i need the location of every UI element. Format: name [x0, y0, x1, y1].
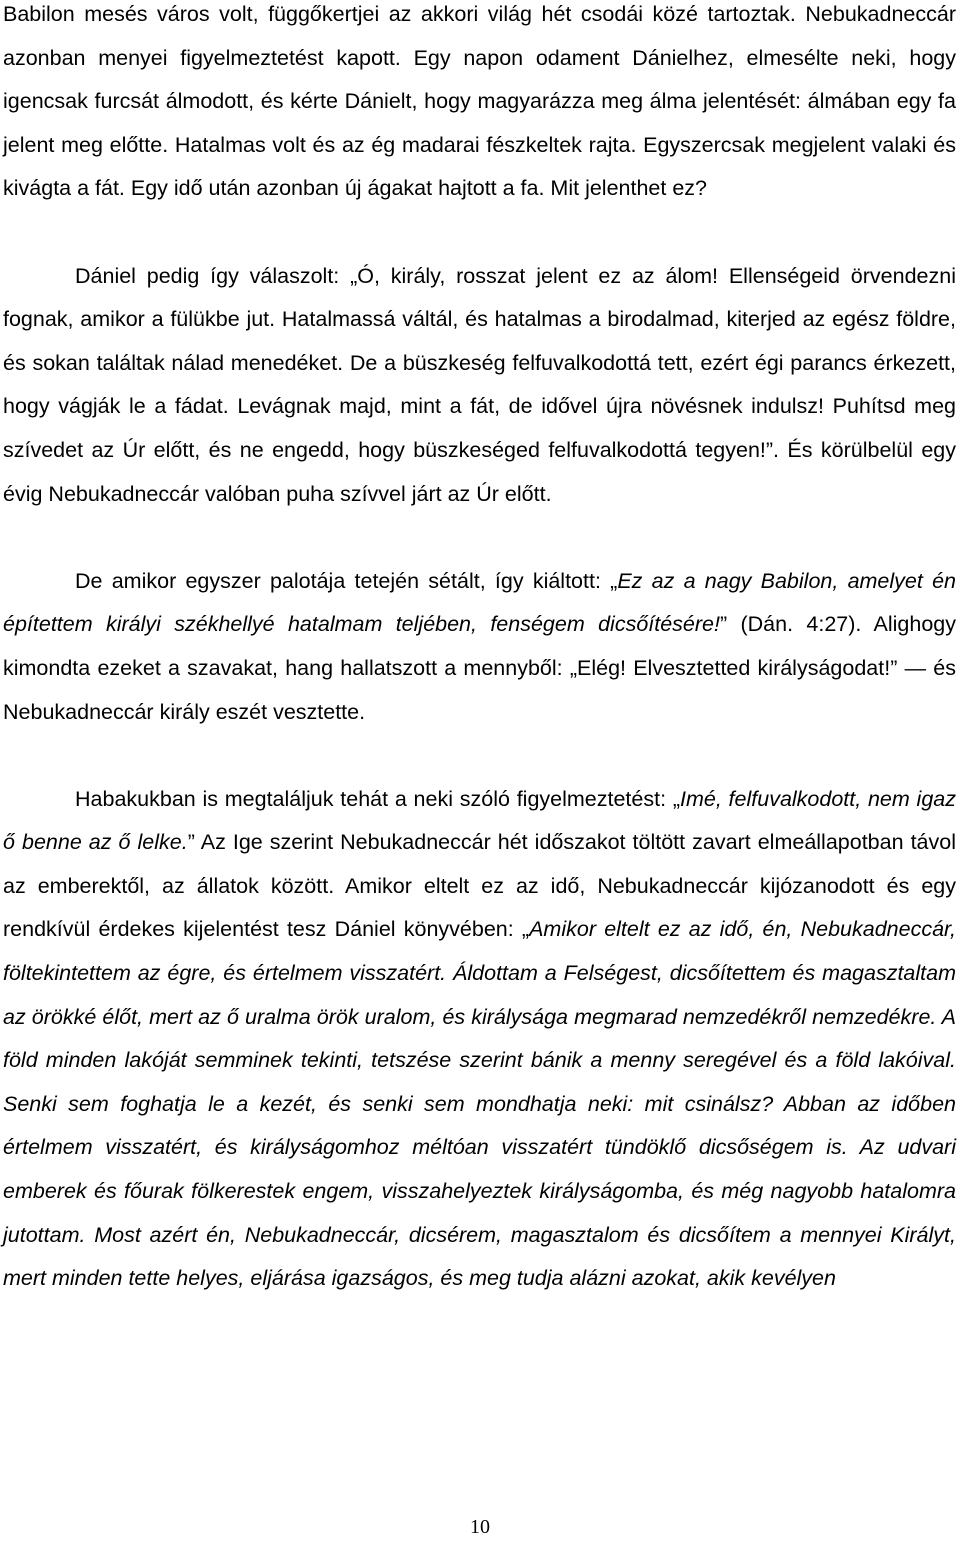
paragraph-spacer: [0, 211, 960, 255]
paragraph-text: Habakukban is megtaláljuk tehát a neki szóló figyelmeztetést: „: [75, 786, 680, 811]
paragraph-daniel-answer: [0, 255, 960, 517]
paragraph-spacer: [0, 516, 960, 560]
paragraph-palace-roof: [0, 560, 960, 734]
page-number: 10: [470, 1516, 490, 1538]
paragraph-habakkuk: [0, 778, 960, 1301]
scripture-quote: Amikor eltelt ez az idő, én, Nebukadneccár, föltekintettem az égre, és értelmem visszatért. Áldottam a Felségest, dicsőítettem és magasztaltam az örökké élőt, mert az ő uralma örök uralom, és királysága megmarad nemzedékről nemzedékre. A föld minden lakóját semminek tekinti, tetszése szerint bánik a menny seregével és a föld lakóival. Senki sem foghatja le a kezét, és senki sem mondhatja neki: mit csinálsz? Abban az időben értelmem visszatért, és királyságomhoz méltóan visszatért tündöklő dicsőségem is. Az udvari emberek és főurak fölkerestek engem, visszahelyeztek királyságomba, és még nagyobb hatalomra jutottam. Most azért én, Nebukadneccár, dicsérem, magasztalom és dicsőítem a mennyei Királyt, mert minden tette helyes, eljárása igazságos, és meg tudja alázni azokat, akik kevélyen: [3, 917, 956, 1291]
paragraph-text: De amikor egyszer palotája tetején sétált, így kiáltott: „: [75, 568, 618, 593]
paragraph-text: ” Az Ige szerint Nebukadneccár hét időszakot töltött zavart elmeállapotban távol az emberektől, az állatok között. Amikor eltelt ez az idő, Nebukadneccár kijózanodott és egy rendkívül érdekes kijelentést tesz Dániel könyvében: „: [3, 830, 957, 942]
scripture-quote: Ez az a nagy Babilon, amelyet én építettem királyi székhellyé hatalmam teljében, fenségem dicsőítésére!: [3, 568, 956, 637]
paragraph-text: Dániel pedig így válaszolt: „Ó, király, rosszat jelent ez az álom! Ellenségeid örvendezni fognak, amikor a fülükbe jut. Hatalmassá váltál, és hatalmas a birodalmad, kiterjed az egész földre, és sokan találtak nálad menedéket. De a büszkeség felfuvalkodottá tett, ezért égi parancs érkezett, hogy vágják le a fádat. Levágnak majd, mint a fát, de idővel újra növésnek indulsz! Puhítsd meg szívedet az Úr előtt, és ne engedd, hogy büszkeséged felfuvalkodottá tegyen!”. És körülbelül egy évig Nebukadneccár valóban puha szívvel járt az Úr előtt.: [3, 263, 956, 506]
paragraph-text: ” (Dán. 4:27). Alighogy kimondta ezeket a szavakat, hang hallatszott a mennyből: „Elég! Elvesztetted királyságodat!” — és Nebukadneccár király eszét vesztette.: [3, 612, 956, 724]
paragraph-spacer: [0, 734, 960, 778]
scripture-quote: Imé, felfuvalkodott, nem igaz ő benne az ő lelke.: [3, 786, 956, 855]
paragraph-babylon-dream: [0, 0, 960, 211]
paragraph-text: Babilon mesés város volt, függőkertjei az akkori világ hét csodái közé tartoztak. Nebukadneccár azonban menyei figyelmeztetést kapott. Egy napon odament Dánielhez, elmesélte neki, hogy igencsak furcsát álmodott, és kérte Dánielt, hogy magyarázza meg álma jelentését: álmában egy fa jelent meg előtte. Hatalmas volt és az ég madarai fészkeltek rajta. Egyszercsak megjelent valaki és kivágta a fát. Egy idő után azonban új ágakat hajtott a fa. Mit jelenthet ez?: [3, 2, 956, 201]
